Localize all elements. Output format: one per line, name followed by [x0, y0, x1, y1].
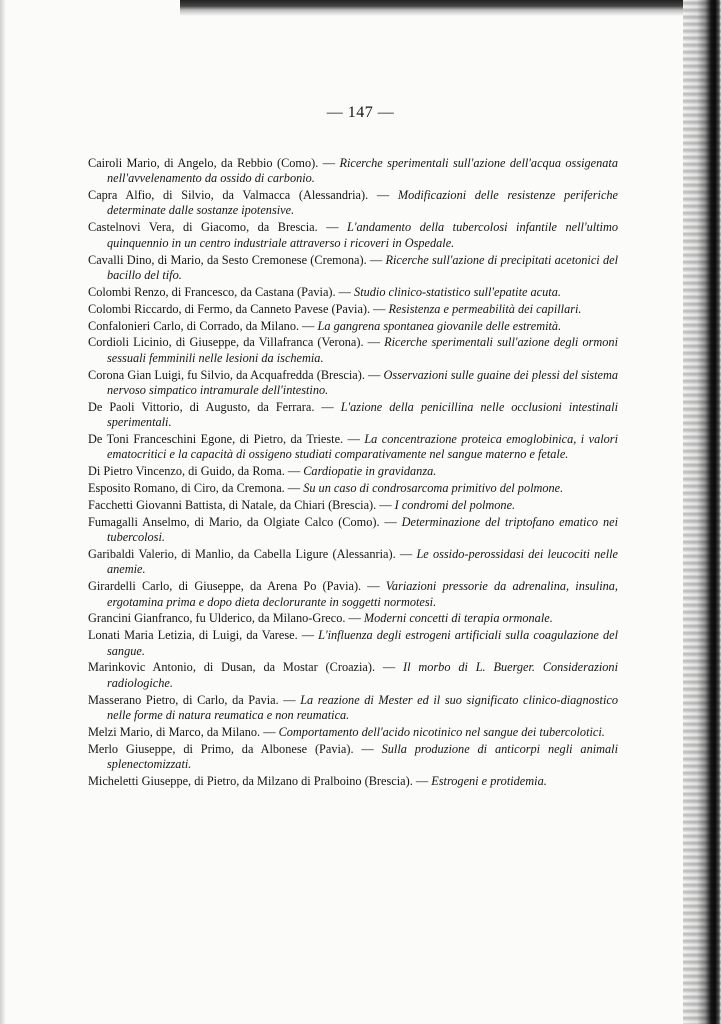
- entry-separator: —: [364, 367, 384, 382]
- entry-separator: —: [278, 692, 301, 707]
- entry-separator: —: [260, 724, 279, 739]
- entry-separator: —: [366, 252, 386, 267]
- entry-separator: —: [284, 464, 304, 479]
- list-item: [88, 498, 618, 513]
- entry-title: L'andamento della tubercolosi infantile nell'ultimo quinquennio in un centro industriale attraverso i ricoveri in Ospedale.: [107, 220, 618, 250]
- entry-separator: —: [370, 301, 389, 316]
- entry-title: Determinazione del triptofano ematico nei tubercolosi.: [107, 514, 619, 545]
- entry-title: Moderni concetti di terapia ormonale.: [363, 611, 553, 626]
- list-item: [88, 515, 618, 546]
- entry-author: De Toni Franceschini Egone, di Pietro, da Trieste.: [88, 431, 344, 446]
- list-item: [88, 188, 618, 219]
- list-item: [88, 464, 618, 479]
- list-item: [88, 774, 618, 789]
- list-item: [88, 400, 618, 431]
- thesis-list: [88, 156, 618, 791]
- entry-title: Sulla produzione di anticorpi negli animali splenectomizzati.: [107, 741, 618, 772]
- entry-title: Su un caso di condrosarcoma primitivo del polmone.: [303, 481, 564, 496]
- entry-separator: —: [376, 497, 395, 512]
- scan-top-edge: [180, 0, 721, 16]
- list-item: [88, 693, 618, 724]
- entry-title: Il morbo di L. Buerger. Considerazioni radiologiche.: [107, 660, 618, 690]
- entry-title: Le ossido-perossidasi dei leucociti nelle anemie.: [107, 547, 619, 577]
- entry-separator: —: [314, 399, 341, 414]
- list-item: [88, 253, 618, 284]
- entry-separator: —: [368, 188, 398, 203]
- entry-author: Colombi Riccardo, di Fermo, da Canneto Pavese (Pavia).: [88, 301, 371, 316]
- entry-author: Melzi Mario, di Marco, da Milano.: [88, 724, 261, 739]
- entry-author: Masserano Pietro, di Carlo, da Pavia.: [88, 692, 279, 707]
- list-item: [88, 220, 618, 251]
- entry-author: De Paoli Vittorio, di Augusto, da Ferrara.: [88, 399, 315, 414]
- list-item: [88, 628, 618, 659]
- entry-author: Corona Gian Luigi, fu Silvio, da Acquafredda (Brescia).: [88, 367, 365, 382]
- entry-separator: —: [345, 611, 364, 626]
- entry-author: Garibaldi Valerio, di Manlio, da Cabella Ligure (Alessanria).: [88, 547, 396, 562]
- entry-title: La reazione di Mester ed il suo significato clinico-diagnostico nelle forme di natura reumatica e non reumatica.: [107, 692, 618, 722]
- entry-author: Di Pietro Vincenzo, di Guido, da Roma.: [88, 464, 285, 479]
- entry-title: Variazioni pressorie da adrenalina, insulina, ergotamina prima e dopo dieta declorurante in soggetti normotesi.: [107, 579, 618, 609]
- entry-author: Cordioli Licinio, di Giuseppe, da Villafranca (Verona).: [88, 335, 364, 350]
- list-item: [88, 579, 618, 610]
- entry-author: Fumagalli Anselmo, di Mario, da Olgiate Calco (Como).: [88, 514, 380, 529]
- list-item: [88, 611, 618, 626]
- list-item: [88, 319, 618, 334]
- entry-separator: —: [395, 547, 417, 562]
- entry-separator: —: [297, 628, 319, 643]
- entry-separator: —: [375, 660, 404, 675]
- entry-author: Confalonieri Carlo, di Corrado, da Milano.: [88, 318, 300, 333]
- list-item: [88, 725, 618, 740]
- entry-author: Micheletti Giuseppe, di Pietro, da Milzano di Pralboino (Brescia).: [88, 773, 413, 788]
- entry-separator: —: [353, 741, 382, 756]
- list-item: [88, 481, 618, 496]
- entry-author: Marinkovic Antonio, di Dusan, da Mostar (Croazia).: [88, 660, 376, 675]
- entry-author: Lonati Maria Letizia, di Luigi, da Varese.: [88, 628, 298, 643]
- entry-title: Cardiopatie in gravidanza.: [303, 464, 437, 479]
- entry-title: Modificazioni delle resistenze periferiche determinate dalle sostanze ipotensive.: [107, 188, 619, 218]
- list-item: [88, 302, 618, 317]
- entry-author: Esposito Romano, di Ciro, da Cremona.: [88, 481, 285, 496]
- entry-separator: —: [284, 481, 304, 496]
- book-binding-edge: [683, 0, 721, 1024]
- entry-title: I condromi del polmone.: [394, 497, 516, 512]
- entry-author: Girardelli Carlo, di Giuseppe, da Arena Po (Pavia).: [88, 579, 362, 594]
- list-item: [88, 156, 618, 187]
- list-item: [88, 742, 618, 773]
- entry-author: Cavalli Dino, di Mario, da Sesto Cremonese (Cremona).: [88, 252, 367, 267]
- entry-title: La gangrena spontanea giovanile delle estremità.: [317, 318, 562, 333]
- entry-separator: —: [363, 335, 385, 350]
- entry-author: Capra Alfio, di Silvio, da Valmacca (Alessandria).: [88, 188, 369, 203]
- list-item: [88, 285, 618, 300]
- entry-title: Estrogeni e protidemia.: [431, 773, 547, 788]
- entry-title: La concentrazione proteica emoglobinica, i valori ematocritici e la capacità di ossigeno studiati comparativamente nel sangue materno e fetale.: [107, 431, 619, 462]
- entry-title: Osservazioni sulle guaine dei plessi del sistema nervoso simpatico intramurale dell'intestino.: [107, 367, 618, 397]
- entry-separator: —: [318, 156, 340, 170]
- list-item: [88, 432, 618, 463]
- entry-separator: —: [379, 514, 402, 529]
- entry-separator: —: [299, 318, 318, 333]
- entry-title: Ricerche sull'azione di precipitati acetonici del bacillo del tifo.: [107, 252, 618, 282]
- entry-separator: —: [335, 284, 355, 299]
- list-item: [88, 335, 618, 366]
- scan-left-edge: [0, 0, 6, 1024]
- page-number: — 147 —: [326, 104, 395, 121]
- list-item: [88, 547, 618, 578]
- entry-author: Facchetti Giovanni Battista, di Natale, da Chiari (Brescia).: [88, 497, 377, 512]
- entry-separator: —: [343, 431, 365, 446]
- entry-author: Colombi Renzo, di Francesco, da Castana (Pavia).: [88, 284, 336, 299]
- entry-title: Ricerche sperimentali sull'azione degli ormoni sessuali femminili nelle lesioni da ischemia.: [107, 335, 618, 365]
- entry-author: Cairoli Mario, di Angelo, da Rebbio (Como).: [88, 156, 319, 170]
- entry-separator: —: [317, 220, 347, 235]
- entry-author: Merlo Giuseppe, di Primo, da Albonese (Pavia).: [88, 741, 354, 756]
- list-item: [88, 368, 618, 399]
- entry-author: Grancini Gianfranco, fu Ulderico, da Milano-Greco.: [88, 611, 346, 626]
- entry-separator: —: [361, 579, 386, 594]
- entry-author: Castelnovi Vera, di Giacomo, da Brescia.: [88, 220, 318, 235]
- entry-title: Comportamento dell'acido nicotinico nel sangue dei tubercolotici.: [278, 724, 605, 739]
- entry-title: Resistenza e permeabilità dei capillari.: [388, 301, 582, 316]
- entry-separator: —: [412, 773, 432, 788]
- entry-title: Ricerche sperimentali sull'azione dell'acqua ossigenata nell'avvelenamento da ossido di carbonio.: [107, 156, 618, 186]
- entry-title: L'azione della penicillina nelle occlusioni intestinali sperimentali.: [107, 399, 618, 430]
- entry-title: Studio clinico-statistico sull'epatite acuta.: [354, 284, 561, 299]
- entry-title: L'influenza degli estrogeni artificiali sulla coagulazione del sangue.: [107, 628, 618, 658]
- list-item: [88, 660, 618, 691]
